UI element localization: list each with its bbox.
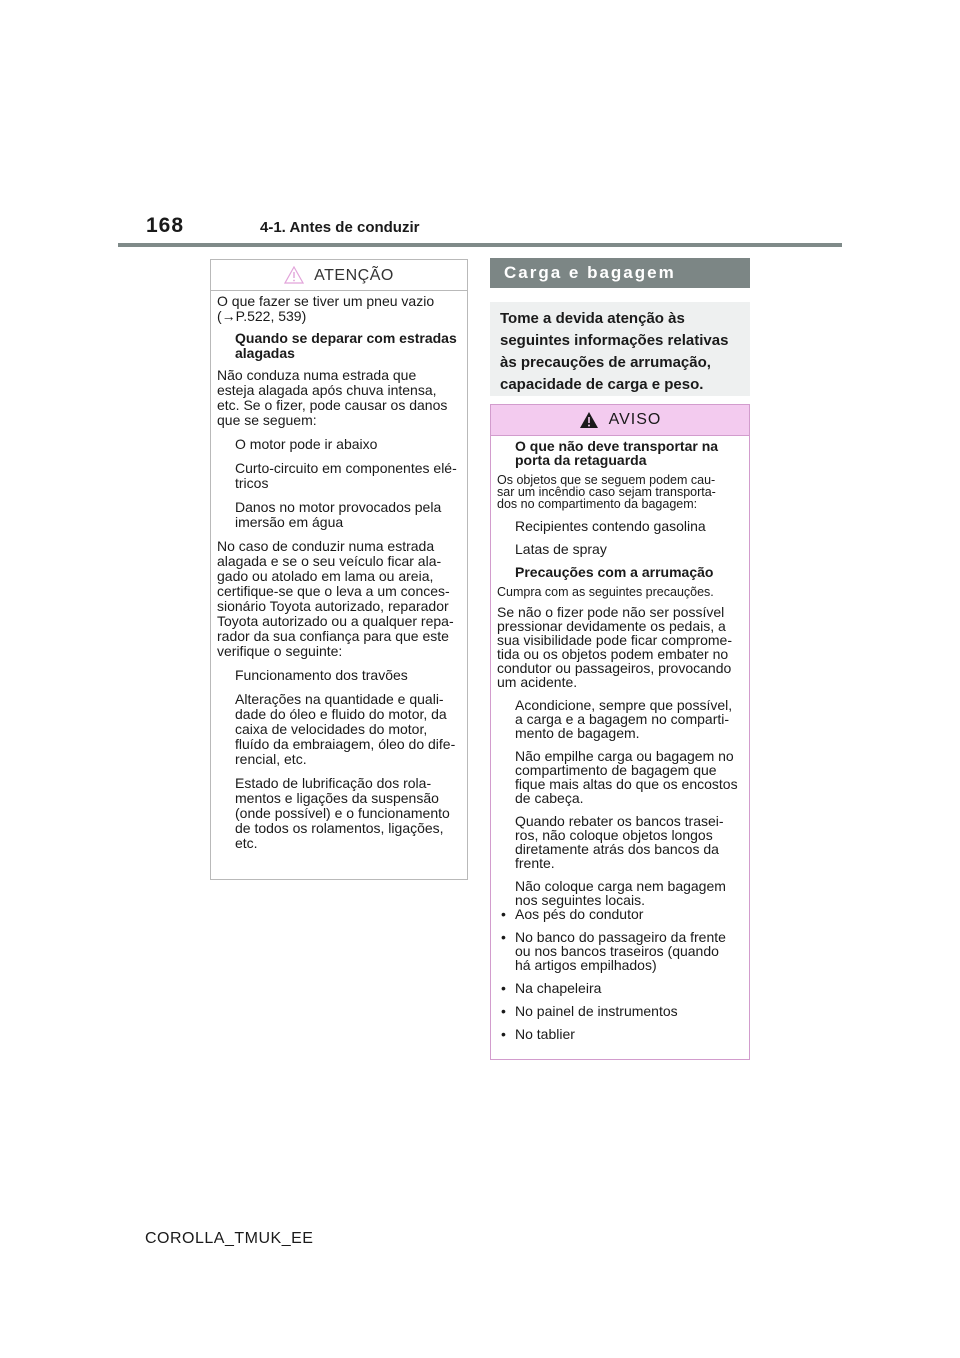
- caution-intro-line: (→P.522, 539): [217, 308, 307, 324]
- list-item: O motor pode ir abaixo: [235, 436, 378, 452]
- bullet-dot: •: [501, 906, 506, 922]
- bullet-item: • No tablier: [501, 1026, 575, 1042]
- bullet-dot: •: [501, 1003, 506, 1019]
- warning-triangle-outline-icon: [284, 266, 304, 284]
- list-item: Acondicione, sempre que possível, a carga e a bagagem no comparti- mento de bagagem.: [515, 697, 733, 741]
- caution-paragraph: Não conduza numa estrada que esteja alagada após chuva intensa, etc. Se o fizer, pode causar os danos que se seguem:: [217, 367, 448, 428]
- aviso-paragraph: Os objetos que se seguem podem cau- sar um incêndio caso sejam transporta- dos no compartimento da bagagem:: [497, 473, 716, 511]
- footer-code: COROLLA_TMUK_EE: [145, 1230, 314, 1247]
- list-item: Latas de spray: [515, 541, 607, 557]
- list-item: Curto-circuito em componentes elé- tricos: [235, 460, 457, 491]
- caution-title: ATENÇÃO: [314, 266, 394, 284]
- page-number: 168: [146, 214, 185, 237]
- caution-subheading: Quando se deparar com estradas alagadas: [235, 330, 457, 361]
- list-item: Estado de lubrificação dos rola- mentos e ligações da suspensão (onde possível) e o funcionamento de todos os rolamentos, ligações, etc.: [235, 775, 450, 851]
- list-item: Não empilhe carga ou bagagem no compartimento de bagagem que fique mais altas do que os encostos de cabeça.: [515, 748, 738, 806]
- list-item: Danos no motor provocados pela imersão em água: [235, 499, 442, 530]
- aviso-title: AVISO: [608, 411, 662, 428]
- list-item: Recipientes contendo gasolina: [515, 518, 706, 534]
- caution-paragraph: No caso de conduzir numa estrada alagada e se o seu veículo ficar ala- gado ou atolado em lama ou areia, certifique-se que o leva a um conces- sionário Toyota autorizado, reparador Toyota autorizado ou a qualquer repa- rador da sua confiança para que este verifique o seguinte:: [217, 538, 454, 659]
- warning-triangle-filled-icon: [579, 411, 599, 429]
- bullet-dot: •: [501, 1026, 506, 1042]
- caution-intro-line: O que fazer se tiver um pneu vazio: [217, 293, 435, 309]
- list-item: Quando rebater os bancos trasei- ros, não coloque objetos longos diretamente atrás dos bancos da frente.: [515, 813, 724, 871]
- bullet-item: • No painel de instrumentos: [501, 1003, 678, 1019]
- section-banner: Carga e bagagem: [490, 258, 750, 288]
- list-item: Funcionamento dos travões: [235, 667, 408, 683]
- aviso-heading: Precauções com a arrumação: [515, 564, 714, 580]
- aviso-paragraph: Se não o fizer pode não ser possível pressionar devidamente os pedais, a sua visibilidade pode ficar comprome- tida ou os objetos podem embater no condutor ou passageiros, provocando um acidente.: [497, 604, 732, 690]
- aviso-box: [490, 404, 750, 1060]
- bullet-dot: •: [501, 929, 506, 945]
- bullet-dot: •: [501, 980, 506, 996]
- bullet-item: • Na chapeleira: [501, 980, 602, 996]
- caution-box: [210, 259, 468, 880]
- cargo-intro: Tome a devida atenção às seguintes informações relativas às precauções de arrumação, capacidade de carga e peso.: [490, 302, 750, 396]
- bullet-item: • Aos pés do condutor: [501, 906, 644, 922]
- section-title: 4-1. Antes de conduzir: [260, 219, 420, 236]
- list-item: Alterações na quantidade e quali- dade do óleo e fluido do motor, da caixa de velocidades do motor, fluído da embraiagem, óleo do dife- rencial, etc.: [235, 691, 456, 767]
- header-rule: [118, 243, 842, 247]
- caution-header: [211, 260, 467, 291]
- aviso-heading: O que não deve transportar na porta da retaguarda: [515, 438, 719, 468]
- list-item: Não coloque carga nem bagagem nos seguintes locais.: [515, 878, 726, 908]
- bullet-item: • No banco do passageiro da frente ou nos bancos traseiros (quando há artigos empilhados): [501, 929, 726, 973]
- aviso-header: [491, 405, 749, 436]
- aviso-paragraph: Cumpra com as seguintes precauções.: [497, 585, 714, 599]
